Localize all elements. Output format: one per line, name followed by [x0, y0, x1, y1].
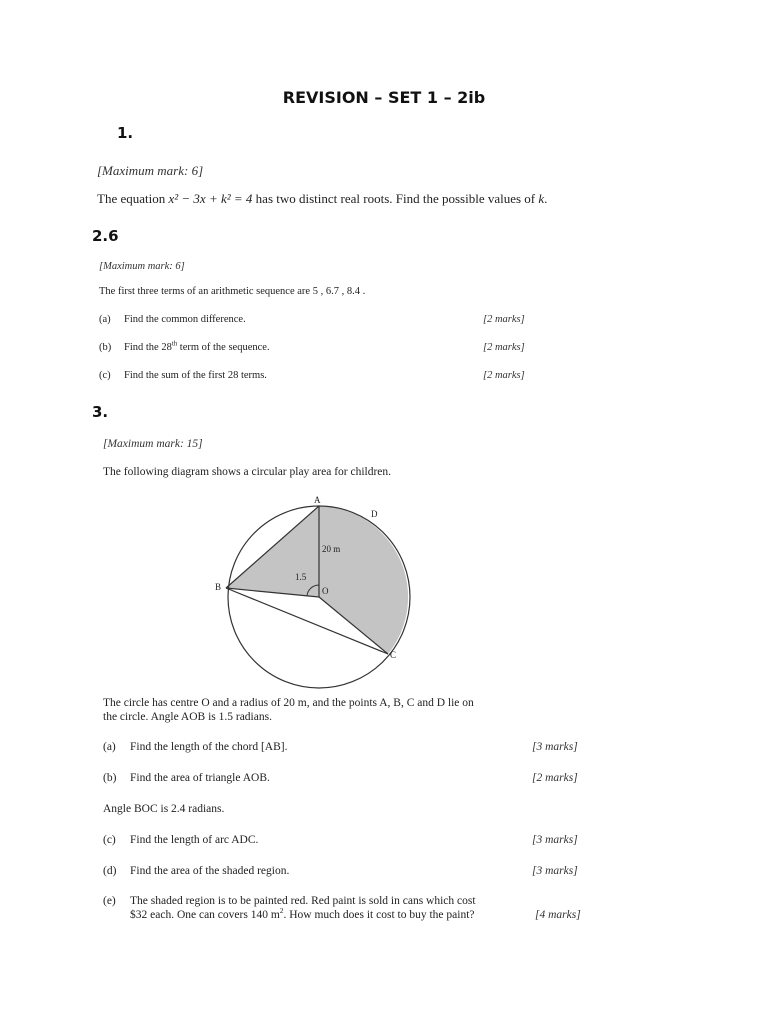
question-3-max-mark: [Maximum mark: 15] [103, 438, 203, 450]
question-2c-label: (c) [99, 370, 111, 381]
question-3d-marks: [3 marks] [532, 865, 578, 877]
question-2c-text: Find the sum of the first 28 terms. [124, 370, 267, 381]
question-3b-text: Find the area of triangle AOB. [130, 772, 270, 784]
question-2b-marks: [2 marks] [483, 342, 525, 353]
question-2b-sup: th [171, 340, 178, 348]
question-3c-label: (c) [103, 834, 116, 846]
question-3e-label: (e) [103, 895, 116, 907]
question-3a-marks: [3 marks] [532, 741, 578, 753]
question-3a-text: Find the length of the chord [AB]. [130, 741, 288, 753]
page-title: REVISION – SET 1 – 2ib [282, 88, 486, 107]
question-2-max-mark: [Maximum mark: 6] [99, 261, 185, 272]
question-2c-marks: [2 marks] [483, 370, 525, 381]
question-2a-text: Find the common difference. [124, 314, 246, 325]
question-3-desc-line-1: The circle has centre O and a radius of 20 m, and the points A, B, C and D lie on [103, 697, 474, 709]
question-3-desc-line-2: the circle. Angle AOB is 1.5 radians. [103, 711, 272, 723]
question-1-text-before: The equation [97, 191, 169, 206]
question-1-max-mark: [Maximum mark: 6] [97, 163, 204, 178]
label-c: C [390, 650, 397, 660]
question-3e-line-1: The shaded region is to be painted red. Red paint is sold in cans which cost [130, 895, 476, 907]
question-2-intro: The first three terms of an arithmetic sequence are 5 , 6.7 , 8.4 . [99, 286, 366, 297]
question-1-equation: x² − 3x + k² = 4 [168, 191, 253, 206]
question-3-number: 3. [92, 403, 109, 421]
label-o: O [322, 586, 329, 596]
angle-label: 1.5 [295, 572, 307, 582]
label-a: A [314, 495, 321, 505]
question-3e-line-2-before: $32 each. One can covers 140 m [130, 909, 280, 921]
shaded-region [226, 506, 408, 654]
question-2-number: 2.6 [92, 227, 119, 245]
question-3e-line-2-after: . How much does it cost to buy the paint? [283, 909, 475, 921]
question-3e-marks: [4 marks] [535, 909, 581, 921]
question-3c-text: Find the length of arc ADC. [130, 834, 259, 846]
question-3b-label: (b) [103, 772, 117, 784]
question-1-end: . [544, 191, 548, 206]
question-3-intro: The following diagram shows a circular play area for children. [103, 466, 392, 478]
question-2a-marks: [2 marks] [483, 314, 525, 325]
question-2b-label: (b) [99, 342, 112, 353]
question-3e-sup: 2 [279, 906, 284, 916]
question-3d-text: Find the area of the shaded region. [130, 865, 290, 877]
question-3e-line-2 [130, 906, 475, 921]
question-2a-label: (a) [99, 314, 111, 325]
question-1-number: 1. [117, 124, 134, 142]
question-2b-text-before: Find the 28 [124, 342, 172, 353]
question-1-variable: k [538, 191, 545, 206]
question-3a-label: (a) [103, 741, 116, 753]
question-3b-marks: [2 marks] [532, 772, 578, 784]
label-d: D [371, 509, 378, 519]
label-b: B [215, 582, 222, 592]
question-2b-text-after: term of the sequence. [177, 342, 270, 353]
question-3d-label: (d) [103, 865, 117, 877]
question-1-text-after: has two distinct real roots. Find the possible values of [252, 191, 539, 206]
question-3c-marks: [3 marks] [532, 834, 578, 846]
question-3-angle-boc: Angle BOC is 2.4 radians. [103, 803, 225, 815]
radius-label: 20 m [322, 544, 341, 554]
